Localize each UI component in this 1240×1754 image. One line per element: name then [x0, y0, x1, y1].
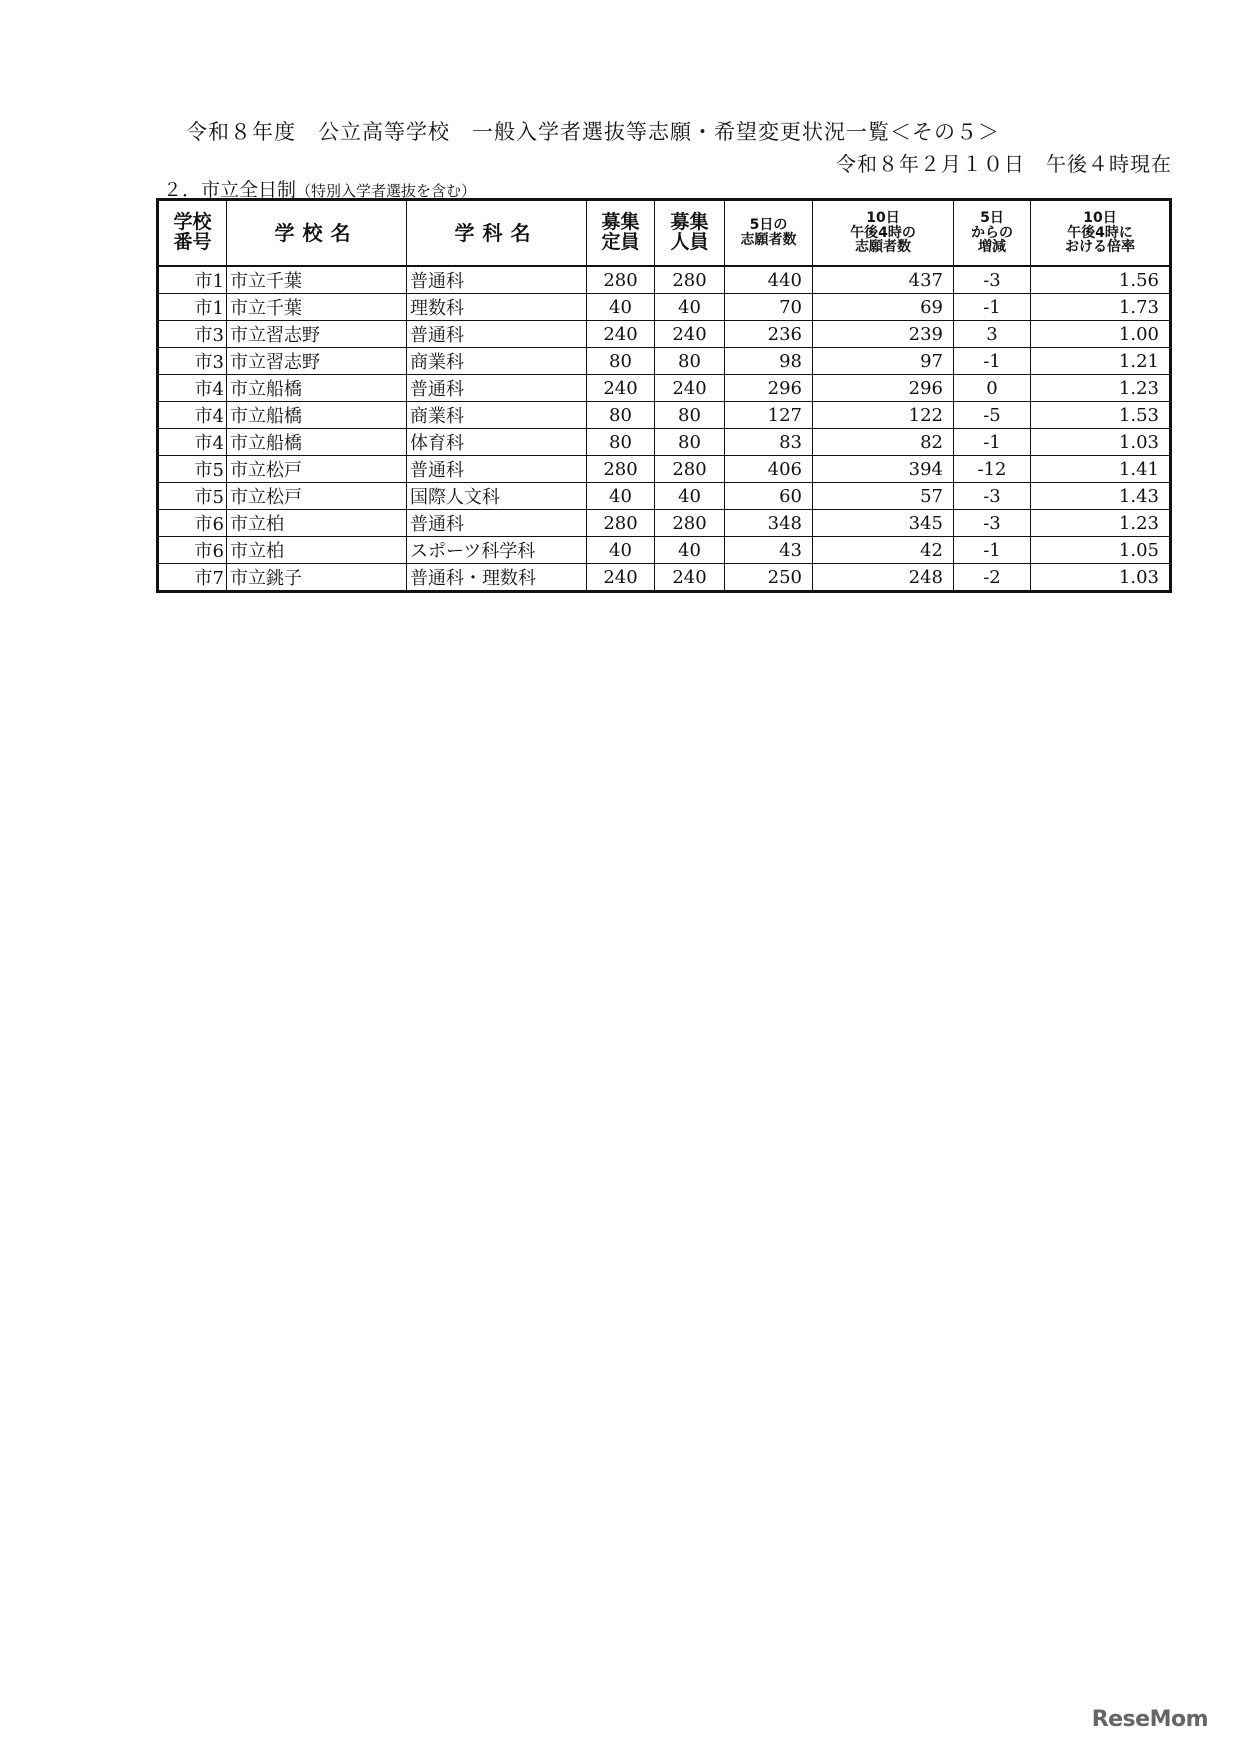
cell-school-no: 市4: [158, 375, 227, 402]
cell-course-name: 商業科: [407, 348, 587, 375]
document-title: 令和８年度 公立高等学校 一般入学者選抜等志願・希望変更状況一覧＜その５＞: [186, 120, 1000, 144]
header-line: 5日の: [749, 217, 788, 234]
cell-capacity: 280: [587, 266, 655, 294]
header-line: 10日: [866, 209, 900, 226]
cell-applicants-5th: 98: [725, 348, 813, 375]
cell-capacity: 40: [587, 537, 655, 564]
cell-school-name: 市立銚子: [227, 564, 407, 592]
cell-ratio: 1.43: [1031, 483, 1171, 510]
cell-change: 3: [954, 321, 1031, 348]
cell-capacity: 240: [587, 321, 655, 348]
header-line: 10日: [1083, 209, 1117, 226]
cell-change: -2: [954, 564, 1031, 592]
cell-recruit: 80: [655, 402, 725, 429]
header-line: 募集: [670, 211, 709, 234]
table-row: [158, 564, 1171, 592]
cell-recruit: 240: [655, 564, 725, 592]
cell-applicants-10th: 42: [813, 537, 954, 564]
cell-school-name: 市立千葉: [227, 294, 407, 321]
cell-capacity: 240: [587, 564, 655, 592]
header-applicants-10th: [813, 200, 954, 267]
cell-school-no: 市3: [158, 321, 227, 348]
cell-ratio: 1.05: [1031, 537, 1171, 564]
cell-change: -3: [954, 266, 1031, 294]
cell-capacity: 280: [587, 456, 655, 483]
cell-school-no: 市6: [158, 537, 227, 564]
cell-capacity: 80: [587, 429, 655, 456]
header-capacity: [587, 200, 655, 267]
cell-course-name: 国際人文科: [407, 483, 587, 510]
cell-applicants-5th: 250: [725, 564, 813, 592]
cell-course-name: 体育科: [407, 429, 587, 456]
cell-applicants-5th: 70: [725, 294, 813, 321]
cell-capacity: 40: [587, 294, 655, 321]
cell-school-name: 市立習志野: [227, 321, 407, 348]
section-note: （特別入学者選抜を含む）: [296, 182, 477, 200]
cell-applicants-5th: 127: [725, 402, 813, 429]
cell-applicants-10th: 248: [813, 564, 954, 592]
header-line: 5日: [980, 209, 1004, 226]
cell-applicants-10th: 69: [813, 294, 954, 321]
cell-ratio: 1.23: [1031, 510, 1171, 537]
cell-recruit: 280: [655, 510, 725, 537]
cell-ratio: 1.73: [1031, 294, 1171, 321]
header-applicants-5th: [725, 200, 813, 267]
table-header-row: [158, 200, 1171, 267]
cell-course-name: 普通科・理数科: [407, 564, 587, 592]
cell-change: -1: [954, 348, 1031, 375]
cell-course-name: 普通科: [407, 375, 587, 402]
header-line: 午後4時に: [1067, 224, 1133, 241]
cell-applicants-5th: 60: [725, 483, 813, 510]
table-body: [158, 266, 1171, 592]
cell-capacity: 80: [587, 348, 655, 375]
cell-school-no: 市5: [158, 483, 227, 510]
cell-applicants-5th: 406: [725, 456, 813, 483]
cell-applicants-5th: 83: [725, 429, 813, 456]
cell-capacity: 280: [587, 510, 655, 537]
cell-applicants-5th: 296: [725, 375, 813, 402]
table-row: [158, 429, 1171, 456]
cell-recruit: 40: [655, 537, 725, 564]
cell-course-name: 普通科: [407, 266, 587, 294]
cell-applicants-10th: 437: [813, 266, 954, 294]
header-school-name: 学校名: [227, 200, 407, 267]
cell-applicants-10th: 57: [813, 483, 954, 510]
header-line: 募集: [601, 211, 640, 234]
cell-recruit: 240: [655, 375, 725, 402]
cell-ratio: 1.00: [1031, 321, 1171, 348]
cell-school-name: 市立柏: [227, 510, 407, 537]
cell-recruit: 40: [655, 294, 725, 321]
cell-school-name: 市立船橋: [227, 429, 407, 456]
header-line: 学校: [173, 211, 212, 234]
cell-ratio: 1.23: [1031, 375, 1171, 402]
cell-applicants-10th: 239: [813, 321, 954, 348]
cell-school-name: 市立松戸: [227, 456, 407, 483]
cell-school-no: 市6: [158, 510, 227, 537]
header-line: 人員: [670, 231, 709, 253]
applicant-table: [156, 198, 1172, 593]
cell-school-name: 市立柏: [227, 537, 407, 564]
cell-school-no: 市5: [158, 456, 227, 483]
cell-school-name: 市立船橋: [227, 402, 407, 429]
cell-recruit: 80: [655, 348, 725, 375]
cell-capacity: 240: [587, 375, 655, 402]
cell-school-no: 市1: [158, 266, 227, 294]
cell-change: -1: [954, 537, 1031, 564]
cell-school-no: 市3: [158, 348, 227, 375]
cell-applicants-5th: 236: [725, 321, 813, 348]
cell-change: -5: [954, 402, 1031, 429]
cell-school-no: 市4: [158, 429, 227, 456]
cell-ratio: 1.41: [1031, 456, 1171, 483]
cell-change: 0: [954, 375, 1031, 402]
cell-ratio: 1.53: [1031, 402, 1171, 429]
cell-school-no: 市4: [158, 402, 227, 429]
cell-change: -3: [954, 483, 1031, 510]
table-row: [158, 456, 1171, 483]
cell-course-name: 普通科: [407, 510, 587, 537]
cell-applicants-10th: 122: [813, 402, 954, 429]
table-row: [158, 321, 1171, 348]
cell-course-name: 商業科: [407, 402, 587, 429]
header-line: 番号: [173, 231, 212, 253]
cell-capacity: 80: [587, 402, 655, 429]
cell-ratio: 1.56: [1031, 266, 1171, 294]
header-course-name: 学科名: [407, 200, 587, 267]
cell-applicants-10th: 394: [813, 456, 954, 483]
table-row: [158, 402, 1171, 429]
cell-school-no: 市7: [158, 564, 227, 592]
cell-course-name: スポーツ科学科: [407, 537, 587, 564]
cell-course-name: 普通科: [407, 321, 587, 348]
cell-change: -3: [954, 510, 1031, 537]
resemom-logo: ReseMom: [1091, 1707, 1208, 1732]
as-of-date: 令和８年２月１０日 午後４時現在: [836, 152, 1172, 176]
table-row: [158, 294, 1171, 321]
header-line: 午後4時の: [850, 224, 916, 241]
cell-change: -12: [954, 456, 1031, 483]
cell-applicants-10th: 296: [813, 375, 954, 402]
header-line: 定員: [601, 231, 640, 253]
table-row: [158, 348, 1171, 375]
cell-ratio: 1.03: [1031, 564, 1171, 592]
table-row: [158, 375, 1171, 402]
table-row: [158, 510, 1171, 537]
header-line: 志願者数: [740, 232, 797, 248]
cell-capacity: 40: [587, 483, 655, 510]
cell-school-name: 市立松戸: [227, 483, 407, 510]
cell-applicants-10th: 97: [813, 348, 954, 375]
header-line: 増減: [978, 239, 1006, 256]
header-line: おける倍率: [1065, 239, 1135, 256]
cell-recruit: 80: [655, 429, 725, 456]
cell-applicants-10th: 345: [813, 510, 954, 537]
cell-recruit: 280: [655, 456, 725, 483]
cell-school-name: 市立船橋: [227, 375, 407, 402]
header-school-no: [158, 200, 227, 267]
cell-school-name: 市立千葉: [227, 266, 407, 294]
header-recruit: [655, 200, 725, 267]
cell-ratio: 1.21: [1031, 348, 1171, 375]
cell-change: -1: [954, 294, 1031, 321]
table-row: [158, 537, 1171, 564]
header-change: [954, 200, 1031, 267]
cell-course-name: 理数科: [407, 294, 587, 321]
cell-recruit: 240: [655, 321, 725, 348]
cell-school-no: 市1: [158, 294, 227, 321]
cell-change: -1: [954, 429, 1031, 456]
cell-ratio: 1.03: [1031, 429, 1171, 456]
cell-recruit: 40: [655, 483, 725, 510]
cell-applicants-10th: 82: [813, 429, 954, 456]
header-line: 志願者数: [855, 239, 911, 256]
cell-applicants-5th: 348: [725, 510, 813, 537]
header-line: からの: [971, 224, 1013, 241]
section-title: ２．市立全日制: [163, 179, 297, 201]
table-row: [158, 483, 1171, 510]
cell-school-name: 市立習志野: [227, 348, 407, 375]
cell-recruit: 280: [655, 266, 725, 294]
header-ratio: [1031, 200, 1171, 267]
table-row: [158, 266, 1171, 294]
cell-applicants-5th: 440: [725, 266, 813, 294]
cell-course-name: 普通科: [407, 456, 587, 483]
cell-applicants-5th: 43: [725, 537, 813, 564]
